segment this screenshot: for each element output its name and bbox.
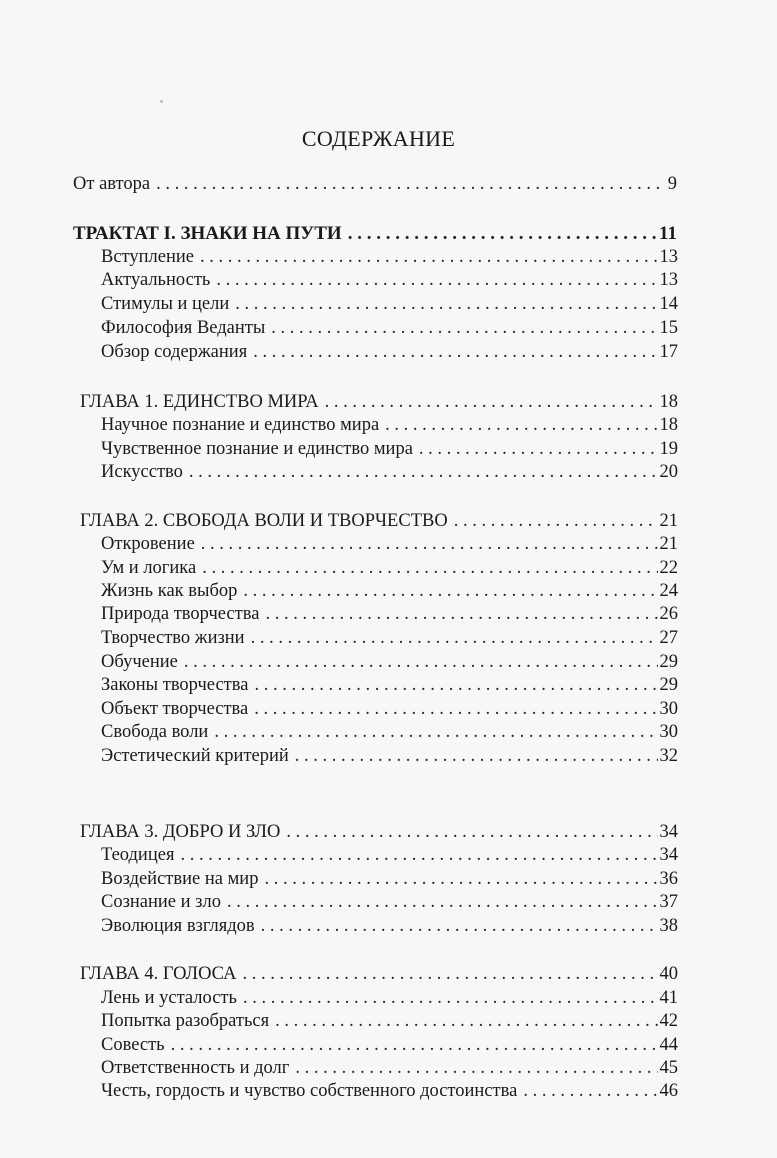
toc-entry-page-number: 15: [659, 318, 678, 338]
dot-leader: [253, 340, 657, 364]
toc-entry: [101, 245, 678, 269]
toc-entry: [101, 697, 678, 721]
toc-entry: [73, 172, 677, 196]
toc-entry: [80, 509, 678, 533]
dot-leader: [180, 843, 657, 867]
toc-entry: [101, 1079, 678, 1103]
toc-entry: [101, 602, 678, 626]
toc-entry-page-number: 21: [659, 534, 678, 554]
dot-leader: [275, 1009, 657, 1033]
toc-entry-page-number: 27: [659, 628, 678, 648]
toc-entry-label: Честь, гордость и чувство собственного достоинства: [101, 1081, 518, 1101]
toc-entry: [101, 1033, 678, 1057]
toc-entry-page-number: 18: [659, 415, 678, 435]
toc-entry: [101, 720, 678, 744]
toc-entry-label: Эстетический критерий: [101, 746, 289, 766]
toc-entry-label: ГЛАВА 4. ГОЛОСА: [80, 964, 237, 984]
toc-entry: [101, 292, 678, 316]
toc-entry-page-number: 32: [659, 746, 678, 766]
toc-entry-page-number: 13: [659, 270, 678, 290]
dot-leader: [254, 673, 657, 697]
toc-entry-label: Обучение: [101, 652, 178, 672]
toc-entry: [101, 673, 678, 697]
dot-leader: [261, 914, 658, 938]
toc-entry-label: ТРАКТАТ I. ЗНАКИ НА ПУТИ: [73, 223, 342, 244]
dot-leader: [216, 268, 657, 292]
dot-leader: [295, 1056, 657, 1080]
dot-leader: [201, 532, 658, 556]
toc-entry-label: Свобода воли: [101, 722, 209, 742]
dot-leader: [243, 579, 657, 603]
toc-entry: [101, 626, 678, 650]
toc-entry: [101, 843, 678, 867]
toc-entry-page-number: 42: [659, 1011, 678, 1031]
toc-entry: [101, 532, 678, 556]
toc-entry: [80, 820, 678, 844]
toc-entry-label: Эволюция взглядов: [101, 916, 255, 936]
toc-entry-page-number: 36: [659, 869, 678, 889]
dot-leader: [171, 1033, 658, 1057]
toc-entry-page-number: 30: [659, 722, 678, 742]
toc-entry: [80, 390, 678, 414]
toc-entry-page-number: 41: [659, 988, 678, 1008]
toc-entry-label: Совесть: [101, 1035, 165, 1055]
toc-entry: [101, 744, 678, 768]
dot-leader: [385, 413, 657, 437]
toc-entry-label: Откровение: [101, 534, 195, 554]
dot-leader: [348, 222, 657, 246]
toc-entry-label: Философия Веданты: [101, 318, 266, 338]
toc-entry-label: Обзор содержания: [101, 342, 248, 362]
toc-entry: [101, 579, 678, 603]
toc-entry-page-number: 34: [659, 845, 678, 865]
toc-entry-page-number: 20: [659, 462, 678, 482]
dot-leader: [251, 626, 658, 650]
toc-entry-label: Творчество жизни: [101, 628, 245, 648]
toc-entry-label: ГЛАВА 3. ДОБРО И ЗЛО: [80, 822, 281, 842]
dot-leader: [235, 292, 657, 316]
dot-leader: [454, 509, 658, 533]
toc-entry-label: Объект творчества: [101, 699, 249, 719]
toc-entry-label: Чувственное познание и единство мира: [101, 439, 413, 459]
dot-leader: [156, 172, 666, 196]
paper-speck: [160, 100, 163, 103]
toc-entry: [101, 1056, 678, 1080]
toc-entry-page-number: 11: [659, 223, 677, 244]
dot-leader: [227, 890, 658, 914]
dot-leader: [214, 720, 657, 744]
toc-entry-page-number: 40: [659, 964, 678, 984]
toc-entry-page-number: 21: [659, 511, 678, 531]
toc-entry-label: Природа творчества: [101, 604, 260, 624]
toc-entry-label: Воздействие на мир: [101, 869, 259, 889]
toc-entry-page-number: 13: [659, 247, 678, 267]
page-title: СОДЕРЖАНИЕ: [301, 126, 456, 151]
dot-leader: [523, 1079, 657, 1103]
toc-entry-page-number: 45: [659, 1058, 678, 1078]
toc-entry-label: Законы творчества: [101, 675, 249, 695]
toc-entry: [101, 413, 678, 437]
toc-entry-label: Ответственность и долг: [101, 1058, 290, 1078]
toc-entry-page-number: 29: [659, 652, 678, 672]
dot-leader: [242, 962, 657, 986]
toc-entry: [101, 650, 678, 674]
toc-entry-page-number: 22: [659, 558, 678, 578]
toc-entry: [101, 556, 678, 580]
dot-leader: [419, 437, 658, 461]
toc-entry-label: Теодицея: [101, 845, 175, 865]
dot-leader: [184, 650, 658, 674]
toc-entry: [101, 268, 678, 292]
toc-entry: [101, 1009, 678, 1033]
toc-entry-page-number: 30: [659, 699, 678, 719]
toc-entry-label: Сознание и зло: [101, 892, 221, 912]
toc-entry-label: Ум и логика: [101, 558, 197, 578]
toc-entry-label: Искусство: [101, 462, 183, 482]
toc-entry-page-number: 14: [659, 294, 678, 314]
dot-leader: [200, 245, 658, 269]
toc-entry-label: Актуальность: [101, 270, 211, 290]
toc-entry-page-number: 37: [659, 892, 678, 912]
toc-entry-page-number: 29: [659, 675, 678, 695]
toc-entry-label: От автора: [73, 174, 151, 194]
toc-entry-label: ГЛАВА 1. ЕДИНСТВО МИРА: [80, 392, 319, 412]
dot-leader: [264, 867, 657, 891]
toc-entry: [101, 890, 678, 914]
dot-leader: [265, 602, 657, 626]
dot-leader: [286, 820, 657, 844]
dot-leader: [243, 986, 658, 1010]
toc-entry-page-number: 46: [659, 1081, 678, 1101]
toc-entry: [101, 437, 678, 461]
dot-leader: [295, 744, 658, 768]
toc-entry: [101, 914, 678, 938]
toc-entry-page-number: 44: [659, 1035, 678, 1055]
toc-entry: [101, 340, 678, 364]
toc-entry-label: ГЛАВА 2. СВОБОДА ВОЛИ И ТВОРЧЕСТВО: [80, 511, 448, 531]
toc-entry: [73, 222, 677, 246]
dot-leader: [325, 390, 658, 414]
toc-entry-label: Лень и усталость: [101, 988, 237, 1008]
toc-entry-page-number: 18: [659, 392, 678, 412]
toc-entry-label: Научное познание и единство мира: [101, 415, 380, 435]
toc-entry-page-number: 17: [659, 342, 678, 362]
toc-entry: [101, 460, 678, 484]
toc-entry: [101, 316, 678, 340]
toc-entry-page-number: 24: [659, 581, 678, 601]
dot-leader: [202, 556, 657, 580]
toc-entry-page-number: 19: [659, 439, 678, 459]
toc-entry-label: Попытка разобраться: [101, 1011, 270, 1031]
dot-leader: [189, 460, 658, 484]
toc-entry-label: Вступление: [101, 247, 194, 267]
toc-entry-page-number: 9: [667, 174, 677, 194]
toc-entry-page-number: 38: [659, 916, 678, 936]
toc-entry: [101, 986, 678, 1010]
toc-entry: [80, 962, 678, 986]
toc-entry: [101, 867, 678, 891]
toc-entry-page-number: 34: [659, 822, 678, 842]
toc-entry-label: Стимулы и цели: [101, 294, 230, 314]
dot-leader: [254, 697, 657, 721]
toc-entry-label: Жизнь как выбор: [101, 581, 238, 601]
dot-leader: [271, 316, 657, 340]
toc-entry-page-number: 26: [659, 604, 678, 624]
